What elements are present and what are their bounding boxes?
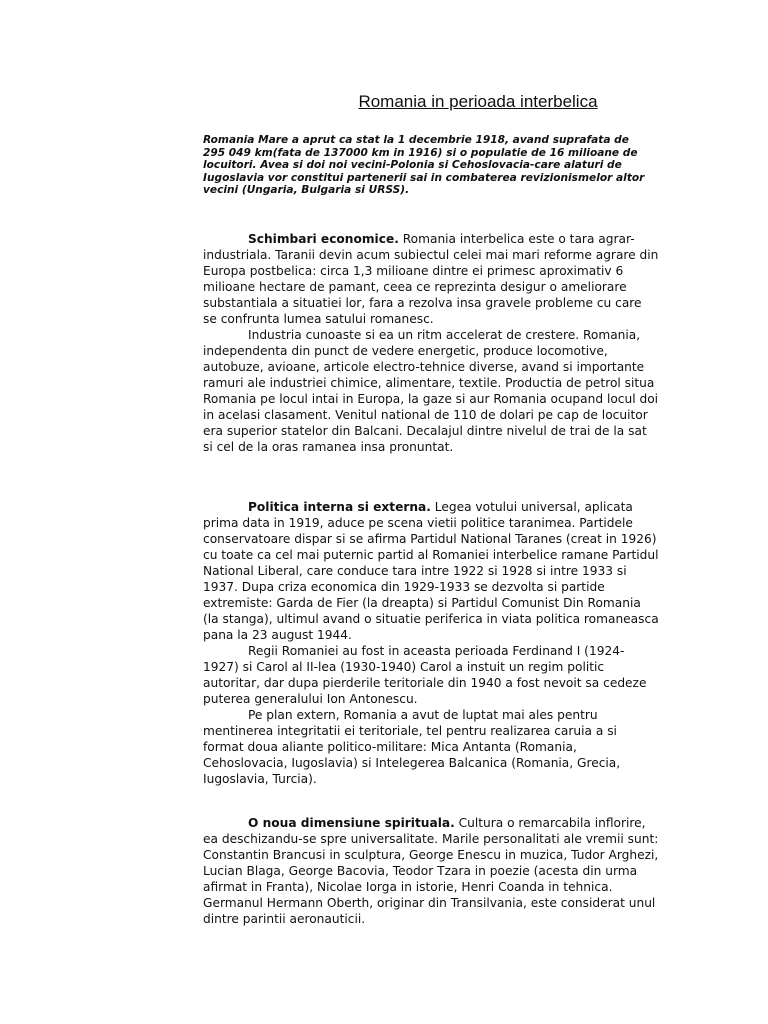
politics-paragraph-1 bbox=[203, 499, 659, 643]
economy-paragraph-1 bbox=[203, 231, 659, 327]
spiritual-text-1: Cultura o remarcabila inflorire, ea deschizandu-se spre universalitate. Marile personalitati ale vremii sunt: Constantin Brancusi in sculptura, George Enescu in muzica, Tudor Arghezi, Lucian Blaga, George Bacovia, Teodor Tzara in poezie (acesta din urma afirmat in Franta), Nicolae Iorga in istorie, Henri Coanda in tehnica. Germanul Hermann Oberth, originar din Transilvania, este considerat unul dintre parintii aeronauticii. bbox=[203, 816, 659, 926]
spiritual-paragraph-1 bbox=[203, 815, 659, 927]
politics-text-1: Legea votului universal, aplicata prima data in 1919, aduce pe scena vietii politice taranimea. Partidele conservatoare dispar si se afirma Partidul National Taranes (creat in 1926) cu toate ca cel mai puternic partid al Romaniei interbelice ramane Partidul National Liberal, care conduce tara intre 1922 si 1928 si intre 1933 si 1937. Dupa criza economica din 1929-1933 se dezvolta si partide extremiste: Garda de Fier (la dreapta) si Partidul Comunist Din Romania (la stanga), ultimul avand o situatie periferica in viata politica romaneasca pana la 23 august 1944. bbox=[203, 500, 659, 642]
section-spiritual bbox=[203, 815, 659, 927]
spiritual-heading: O noua dimensiune spirituala. bbox=[248, 816, 455, 830]
politics-paragraph-2: Regii Romaniei au fost in aceasta perioada Ferdinand I (1924-1927) si Carol al II-lea (1930-1940) Carol a instuit un regim politic autoritar, dar dupa pierderile teritoriale din 1940 a fost nevoit sa cedeze puterea generalului Ion Antonescu. bbox=[203, 644, 647, 706]
economy-paragraph-2: Industria cunoaste si ea un ritm accelerat de crestere. Romania, independenta din punct de vedere energetic, produce locomotive, autobuze, avioane, articole electro-tehnice diverse, avand si importante ramuri ale industriei chimice, alimentare, textile. Productia de petrol situa Romania pe locul intai in Europa, la gaze si aur Romania ocupand locul doi in acelasi clasament. Venitul national de 110 de dolari pe cap de locuitor era superior statelor din Balcani. Decalajul dintre nivelul de trai de la sat si cel de la oras ramanea insa pronuntat. bbox=[203, 328, 659, 454]
intro-paragraph: Romania Mare a aprut ca stat la 1 decembrie 1918, avand suprafata de 295 049 km(fata de 137000 km in 1916) si o populatie de 16 milioane de locuitori. Avea si doi noi vecini-Polonia si Cehoslovacia-care alaturi de Iugoslavia vor constitui partenerii sai in combaterea revizionismelor altor vecini (Ungaria, Bulgaria si URSS). bbox=[203, 134, 645, 197]
politics-heading: Politica interna si externa. bbox=[248, 500, 431, 514]
economy-text-1: Romania interbelica este o tara agrar-industriala. Taranii devin acum subiectul celei mai mari reforme agrare din Europa postbelica: circa 1,3 milioane dintre ei primesc aproximativ 6 milioane hectare de pamant, ceea ce reprezinta desigur o ameliorare substantiala a situatiei lor, fara a rezolva insa gravele probleme cu care se confrunta lumea satului romanesc. bbox=[203, 232, 659, 326]
section-politics bbox=[203, 499, 659, 787]
page-title: Romania in perioada interbelica bbox=[358, 92, 598, 111]
politics-paragraph-3: Pe plan extern, Romania a avut de luptat mai ales pentru mentinerea integritatii ei teritoriale, tel pentru realizarea caruia a si format doua aliante politico-militare: Mica Antanta (Romania, Cehoslovacia, Iugoslavia) si Intelegerea Balcanica (Romania, Grecia, Iugoslavia, Turcia). bbox=[203, 708, 621, 786]
economy-heading: Schimbari economice. bbox=[248, 232, 399, 246]
section-economy bbox=[203, 231, 659, 455]
